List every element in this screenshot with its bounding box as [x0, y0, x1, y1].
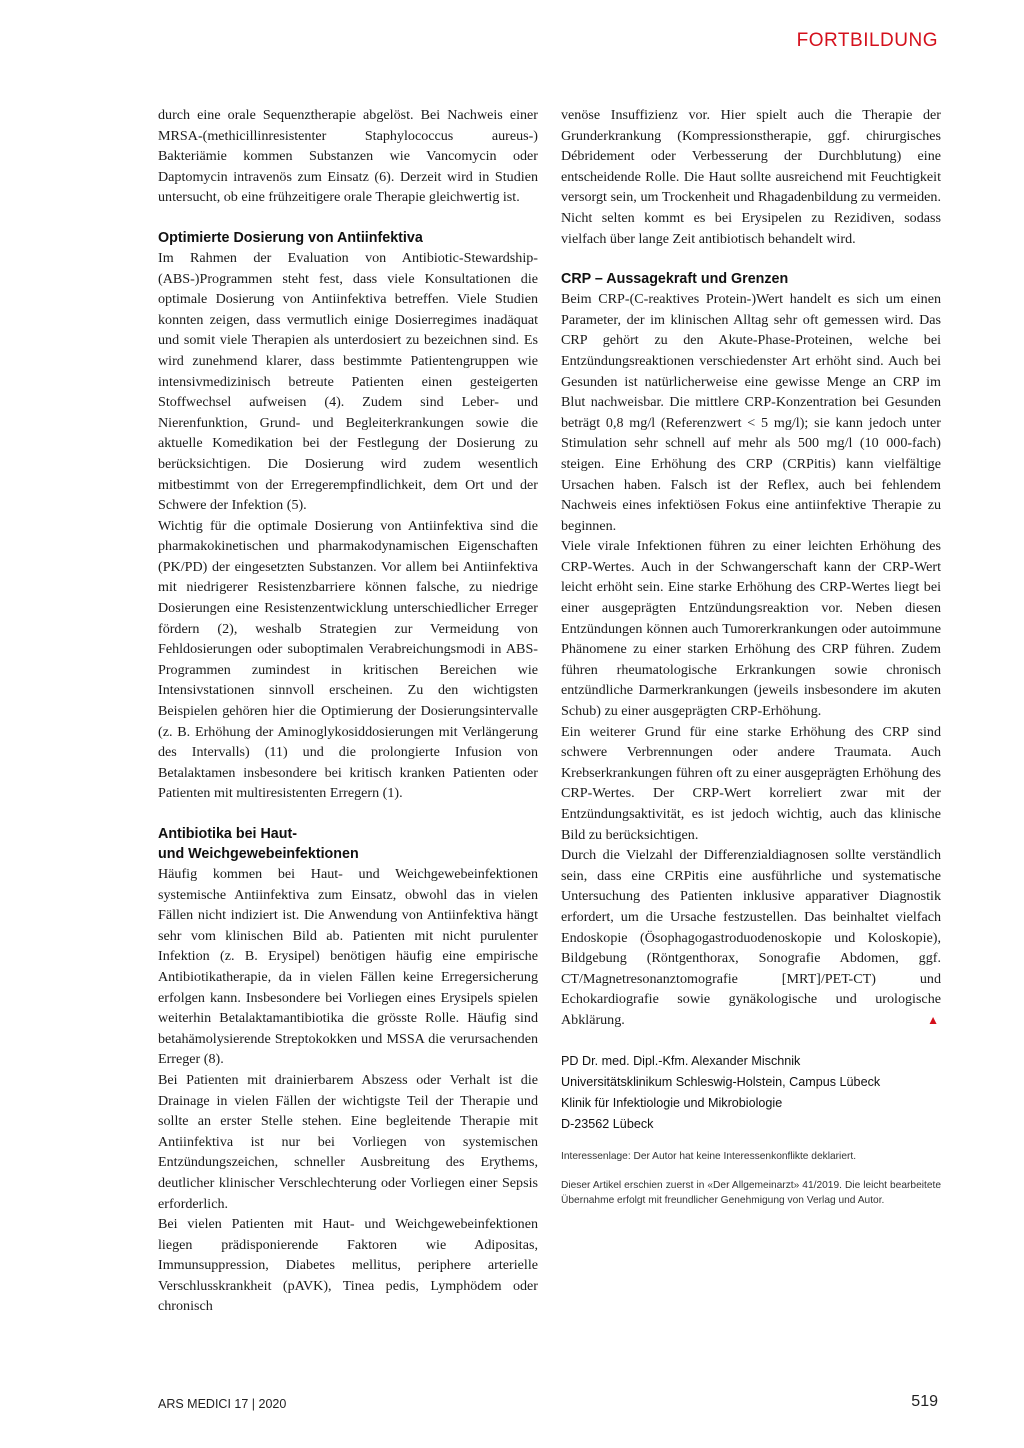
body-paragraph: Im Rahmen der Evaluation von Antibiotic-Stewardship-(ABS-)Programmen steht fest, dass viele Konsultationen die optimale Dosierung von Antiinfektiva betreffen. Viele Studien konnten zeigen, dass vermutlich einige Dosierregimes inadäquat und somit viele Therapien als unterdosiert zu bezeichnen sind. Es wird zunehmend klarer, dass bestimmte Patientengruppen wie intensivmedizinisch betreute Patienten einen gesteigerten Stoffwechsel aufweisen (4). Zudem sind Leber- und Nierenfunktion, Grund- und Begleiterkrankungen sowie die aktuelle Komedikation bei der Festlegung der Dosierung zu berücksichtigen. Die Dosierung wird zudem wesentlich mitbestimmt von der Erregerempfindlichkeit, dem Ort und der Schwere der Infektion (5).: [158, 249, 538, 514]
author-affiliation: Universitätsklinikum Schleswig-Holstein, Campus Lübeck: [561, 1074, 881, 1089]
author-name: PD Dr. med. Dipl.-Kfm. Alexander Mischnik: [561, 1053, 801, 1068]
source-note: Dieser Artikel erschien zuerst in «Der Allgemeinarzt» 41/2019. Die leicht bearbeitete Übernahme erfolgt mit freundlicher Genehmigung von Verlag und Autor.: [561, 1179, 941, 1206]
body-paragraph: Ein weiterer Grund für eine starke Erhöhung des CRP sind schwere Verbrennungen oder andere Traumata. Auch Krebserkrankungen führen oft zu einer ausgeprägten Erhöhung des CRP-Wertes. Der CRP-Wert korreliert zwar mit der Entzündungsaktivität, es ist jedoch wichtig, auch das klinische Bild zu berücksichtigen.: [561, 723, 941, 843]
author-department: Klinik für Infektiologie und Mikrobiologie: [561, 1095, 783, 1110]
section-heading-line1: Antibiotika bei Haut-: [158, 826, 297, 842]
body-paragraph: Beim CRP-(C-reaktives Protein-)Wert handelt es sich um einen Parameter, der im klinischen Alltag sehr oft gemessen wird. Das CRP gehört zu den Akute-Phase-Proteinen, welche bei Entzündungsreaktionen verschiedenster Art erhöht sind. Auch bei Gesunden ist natürlicherweise eine gewisse Menge an CRP im Blut nachweisbar. Die mittlere CRP-Konzentration bei Gesunden beträgt 0,8 mg/l (Referenzwert < 5 mg/l); sie kann jedoch unter Stimulation sehr schnell auf mehr als 500 mg/l (10 000-fach) steigen. Eine Erhöhung des CRP (CRPitis) kann vielfältige Ursachen haben. Falsch ist der Reflex, auch bei fehlendem Nachweis eines infektiösen Fokus eine antiinfektive Therapie zu beginnen.: [561, 291, 941, 534]
body-paragraph: Bei vielen Patienten mit Haut- und Weichgewebeinfektionen liegen prädisponierende Faktoren wie Adipositas, Immunsuppression, Diabetes mellitus, periphere arterielle Verschlusskrankheit (pAVK), Tinea pedis, Lymphödem oder chronisch: [158, 1216, 538, 1315]
body-paragraph: venöse Insuffizienz vor. Hier spielt auch die Therapie der Grunderkrankung (Kompressionstherapie, ggf. chirurgisches Débridement oder Verbesserung der Durchblutung) eine entscheidende Rolle. Die Haut sollte ausreichend mit Feuchtigkeit versorgt sein, um Trockenheit und Rhagadenbildung zu vermeiden. Nicht selten kommt es bei Erysipelen zu Rezidiven, sodass vielfach über lange Zeit antibiotisch behandelt wird.: [561, 107, 941, 247]
section-heading: [158, 824, 538, 864]
left-column: [158, 105, 538, 1317]
section-heading: Optimierte Dosierung von Antiinfektiva: [158, 229, 423, 246]
body-paragraph: Viele virale Infektionen führen zu einer leichten Erhöhung des CRP-Wertes. Auch in der Schwangerschaft kann der CRP-Wert leicht erhöht sein. Eine starke Erhöhung des CRP-Wertes liegt bei einer ausgeprägten Entzündungsreaktion vor. Neben diesen Entzündungen können auch Tumorerkrankungen oder autoimmune Phänomene zu einer starken Erhöhung des CRP führen. Zudem führen rheumatologische Erkrankungen sowie chronisch entzündliche Darmerkrankungen (jeweils insbesondere im akuten Schub) zu einer ausgeprägten CRP-Erhöhung.: [561, 538, 941, 720]
body-paragraph: Häufig kommen bei Haut- und Weichgewebeinfektionen systemische Antiinfektiva zum Einsatz, obwohl das in vielen Fällen nicht indiziert ist. Die Anwendung von Antiinfektiva hängt sehr vom klinischen Bild ab. Patienten mit nicht purulenter Infektion (z. B. Erysipel) benötigen häufig eine empirische Antibiotikatherapie, da in vielen Fällen keine Erregersicherung erfolgen kann. Insbesondere bei Vorliegen eines Erysipels spielen weiterhin Betalaktamantibiotika die grösste Rolle. Häufig sind betahämolysierende Streptokokken und MSSA die verursachenden Erreger (8).: [158, 866, 538, 1068]
end-of-article-icon: ▲: [927, 1012, 939, 1027]
section-label: FORTBILDUNG: [796, 30, 938, 51]
conflict-of-interest-note: Interessenlage: Der Autor hat keine Interessenkonflikte deklariert.: [561, 1150, 857, 1162]
paragraph-text: Durch die Vielzahl der Differenzialdiagnosen sollte verständlich sein, dass eine CRPitis eine ausführliche und systematische Untersuchung des Patienten inklusive apparativer Diagnostik erfordert, um die Ursache festzustellen. Das beinhaltet vielfach Endoskopie (Ösophagogastroduodenoskopie und Koloskopie), Bildgebung (Röntgenthorax, Sonografie Abdomen, ggf. CT/Magnetresonanztomografie [MRT]/PET-CT) und Echokardiografie sowie gynäkologische und urologische Abklärung.: [561, 847, 941, 1028]
right-column: [561, 105, 941, 1208]
section-heading: CRP – Aussagekraft und Grenzen: [561, 271, 789, 288]
journal-issue: ARS MEDICI 17 | 2020: [158, 1397, 287, 1411]
body-paragraph: Wichtig für die optimale Dosierung von Antiinfektiva sind die pharmakokinetischen und pharmakodynamischen Eigenschaften (PK/PD) der eingesetzten Substanzen. Vor allem bei Antiinfektiva mit niedrigerer Resistenzbarriere können falsche, zu niedrige Dosierungen eine Resistenzentwicklung unterschiedlicher Erreger fördern (2), weshalb Strategien zur Vermeidung von Fehldosierungen oder suboptimalen Verabreichungsmodi in ABS-Programmen zumindest in kritischen Bereichen wie Intensivstationen sinnvoll erscheinen. Zu den wichtigsten Beispielen gehören hier die Optimierung der Dosierungsintervalle (z. B. Erhöhung der Aminoglykosiddosierungen mit Verlängerung des Intervalls) (11) und die prolongierte Infusion von Betalaktamen insbesondere bei kritisch kranken Patienten oder Patienten mit multiresistenten Erregern (1).: [158, 517, 538, 802]
section-heading-line2: und Weichgewebeinfektionen: [158, 846, 359, 862]
author-address: D-23562 Lübeck: [561, 1116, 654, 1131]
page-number: 519: [911, 1393, 938, 1410]
author-block: [561, 1051, 941, 1135]
body-paragraph: durch eine orale Sequenztherapie abgelöst. Bei Nachweis einer MRSA-(methicillinresistenter Staphylococcus aureus-) Bakteriämie kommen Substanzen wie Vancomycin oder Daptomycin intravenös zum Einsatz (6). Derzeit wird in Studien untersucht, ob eine frühzeitigere orale Therapie gleichwertig ist.: [158, 107, 538, 206]
body-paragraph: Bei Patienten mit drainierbarem Abszess oder Verhalt ist die Drainage in vielen Fällen der wichtigste Teil der Therapie und sollte an erster Stelle stehen. Eine begleitende Therapie mit Antiinfektiva ist nur bei Vorliegen von systemischen Entzündungszeichen, schneller Ausbreitung des Erythems, deutlicher klinischer Verschlechterung oder Vorliegen einer Sepsis erforderlich.: [158, 1071, 538, 1212]
body-paragraph: [561, 845, 941, 1030]
